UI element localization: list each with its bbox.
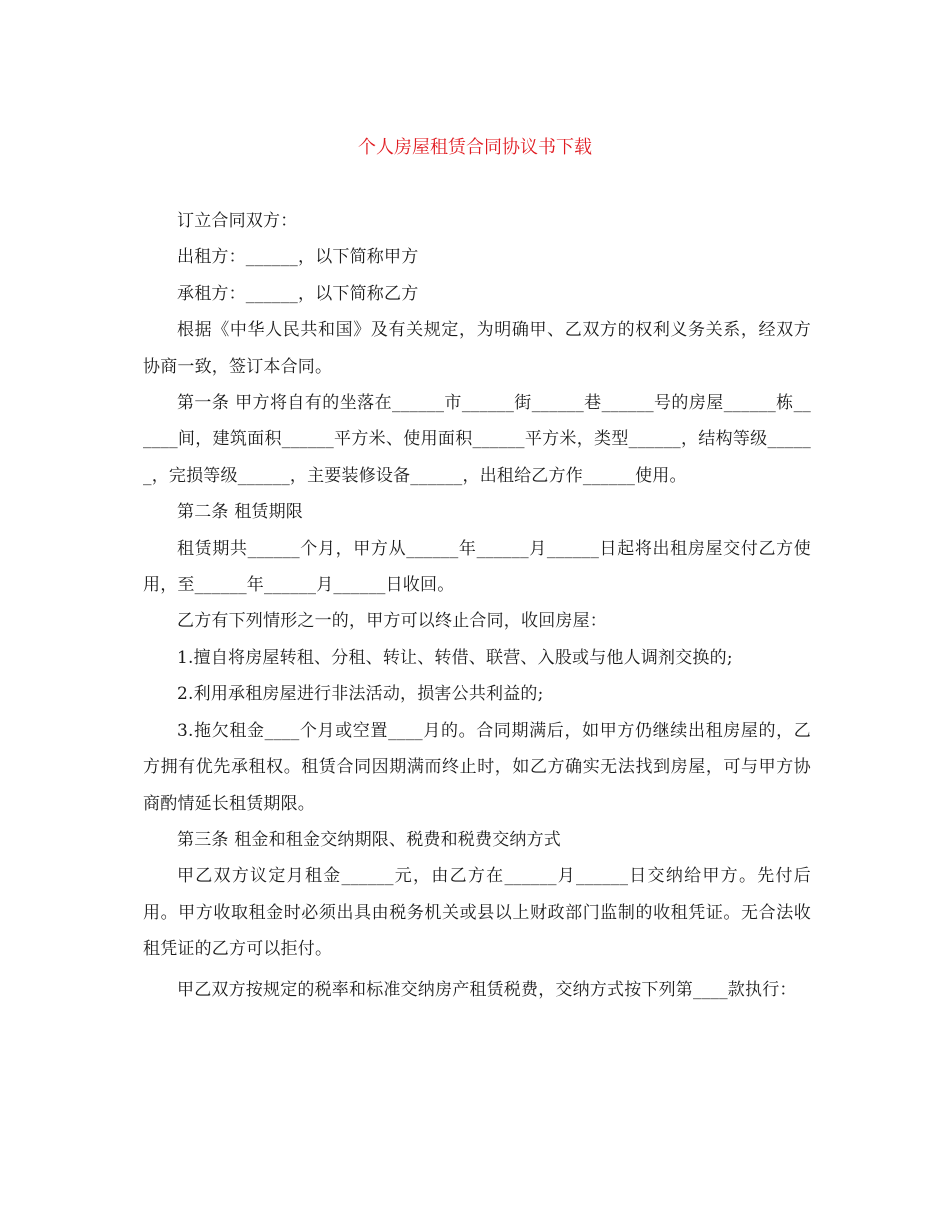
- document-title: 个人房屋租赁合同协议书下载: [358, 137, 592, 158]
- document-body: [143, 203, 811, 1008]
- list-item-condition-2: 2.利用承租房屋进行非法活动，损害公共利益的;: [177, 684, 544, 705]
- list-item-condition-3: 3.拖欠租金____个月或空置____月的。合同期满后，如甲方仍继续出租房屋的，乙方拥有优先承租权。租赁合同因期满而终止时，如乙方确实无法找到房屋，可与甲方协商酌情延长租赁期限。: [143, 720, 811, 814]
- paragraph-article-3-heading: 第三条 租金和租金交纳期限、税费和税费交纳方式: [177, 829, 562, 850]
- paragraph-lessor: 出租方：______，以下简称甲方: [177, 247, 419, 268]
- list-item-condition-1: 1.擅自将房屋转租、分租、转让、转借、联营、入股或与他人调剂交换的;: [177, 647, 733, 668]
- paragraph-parties-heading: 订立合同双方：: [177, 211, 298, 231]
- paragraph-tax-payment: 甲乙双方按规定的税率和标准交纳房产租赁税费，交纳方式按下列第____款执行：: [177, 979, 797, 1000]
- paragraph-lessee: 承租方：______，以下简称乙方: [177, 283, 419, 304]
- paragraph-article-1: 第一条 甲方将自有的坐落在______市______街______巷______号的房屋______栋______间，建筑面积______平方米、使用面积______平方米，类型______，结构等级______，完损等级______，主要装修设备______，出租给乙方作______使用。: [143, 393, 811, 486]
- paragraph-article-2-heading: 第二条 租赁期限: [177, 502, 304, 523]
- paragraph-lease-term: 租赁期共______个月，甲方从______年______月______日起将出租房屋交付乙方使用，至______年______月______日收回。: [143, 538, 811, 596]
- paragraph-legal-basis: 根据《中华人民共和国》及有关规定，为明确甲、乙双方的权利义务关系，经双方协商一致，签订本合同。: [143, 320, 811, 377]
- paragraph-termination-conditions: 乙方有下列情形之一的，甲方可以终止合同，收回房屋：: [177, 611, 607, 632]
- paragraph-rent-payment: 甲乙双方议定月租金______元，由乙方在______月______日交纳给甲方。先付后用。甲方收取租金时必须出具由税务机关或县以上财政部门监制的收租凭证。无合法收租凭证的乙方可以拒付。: [143, 866, 811, 960]
